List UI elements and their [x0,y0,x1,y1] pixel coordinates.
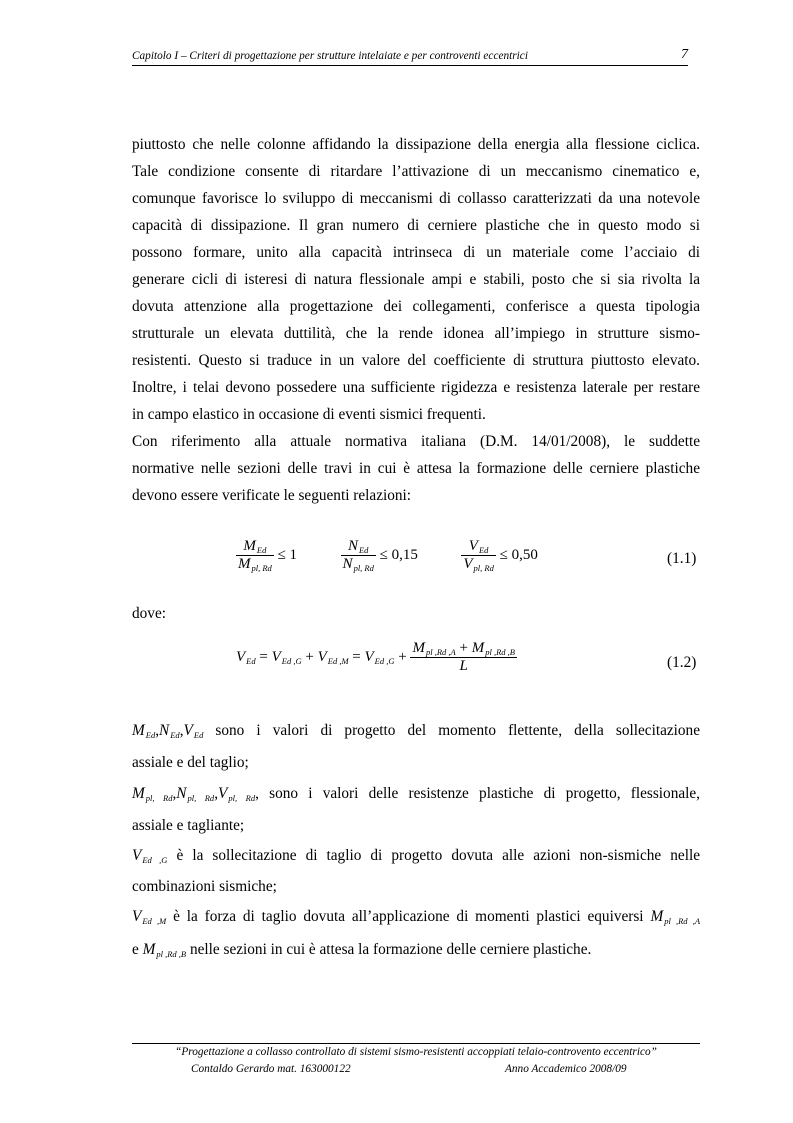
definition-4: $V_{Ed ,M}$ è la forza di taglio dovuta all’applicazione di momenti plastici equiversi $M_{pl ,Rd ,A}$ [132,908,701,926]
relation-1: ≤ 1 [277,546,298,563]
page-header [132,47,688,68]
text-line: generare cicli di isteresi di natura flessionale ampi e stabili, posto che si sia rivolta la [132,271,700,288]
definition-2-cont: assiale e tagliante; [132,817,245,834]
definition-2: $M_{pl, Rd},N_{pl, Rd},V_{pl, Rd}$, sono i valori delle resistenze plastiche di progetto, flessionale, [132,785,701,803]
text-line: strutturale un elevata duttilità, che la rende idonea all’impiego in strutture sismo- [132,325,700,342]
text-line: piuttosto che nelle colonne affidando la dissipazione della energia alla flessione ciclica. [132,136,700,153]
text-line: resistenti. Questo si traduce in un valore del coefficiente di struttura piuttosto elevato. [132,352,700,369]
equation-number-1-2: (1.2) [667,654,697,671]
text-line: Con riferimento alla attuale normativa italiana (D.M. 14/01/2008), le suddette [132,433,700,450]
author-info: Contaldo Gerardo mat. 163000122 [191,1063,351,1075]
thesis-title: “Progettazione a collasso controllato di sistemi sismo-resistenti accoppiati telaio-controvento eccentrico” [175,1046,657,1058]
footer-rule [132,1043,700,1044]
fraction-axial: $\frac{N_{Ed}}{N_{pl, Rd}}$ [342,538,374,573]
header-rule [132,65,688,66]
definition-4-cont: e $M_{pl ,Rd ,B}$ nelle sezioni in cui è attesa la formazione delle cerniere plastiche. [132,941,592,959]
text-line: normative nelle sezioni delle travi in cui è attesa la formazione delle cerniere plastiche [132,460,700,477]
text-line: dovuta attenzione alla progettazione dei collegamenti, conferisce a questa tipologia [132,298,700,315]
relation-3: ≤ 0,50 [499,546,538,563]
definition-3: $V_{Ed ,G}$ è la sollecitazione di taglio di progetto dovuta alle azioni non-sismiche nelle [132,847,700,865]
relation-2: ≤ 0,15 [379,546,418,563]
fraction-moments-over-length: $\frac{M_{pl ,Rd ,A} + M_{pl ,Rd ,B}}{L}$ [412,640,515,674]
chapter-title: Capitolo I – Criteri di progettazione per strutture intelaiate e per controventi eccentrici [132,50,528,62]
academic-year: Anno Accademico 2008/09 [505,1063,627,1075]
definition-1: $M_{Ed},N_{Ed},V_{Ed}$ sono i valori di progetto del momento flettente, della sollecitazione [132,722,700,740]
fraction-moment: $\frac{M_{Ed}}{M_{pl, Rd}}$ [238,538,272,573]
text-line: comunque favorisce lo sviluppo di meccanismi di collasso caratterizzati da una notevole [132,190,700,207]
equation-1-1 [236,538,538,573]
definition-3-cont: combinazioni sismiche; [132,878,277,895]
page-number: 7 [681,47,688,62]
equation-number-1-1: (1.1) [667,550,697,567]
equation-1-2: $V_{Ed} = V_{Ed ,G} + V_{Ed ,M} = V_{Ed ,G}$ + $\frac{M_{pl ,Rd ,A} + M_{pl ,Rd ,B}}{L}$ [236,640,515,674]
fraction-shear: $\frac{V_{Ed}}{V_{pl, Rd}}$ [463,538,494,573]
text-line: possono formare, unito alla capacità intrinseca di un materiale come l’acciaio di [132,244,700,261]
text-line: Tale condizione consente di ritardare l’attivazione di un meccanismo cinematico e, [132,163,700,180]
text-line: Inoltre, i telai devono possedere una sufficiente rigidezza e resistenza laterale per restare [132,379,700,396]
text-line: in campo elastico in occasione di eventi sismici frequenti. [132,406,486,423]
text-line: devono essere verificate le seguenti relazioni: [132,487,412,504]
definition-1-cont: assiale e del taglio; [132,754,249,771]
text-line: capacità di dissipazione. Il gran numero di cerniere plastiche che in questo modo si [132,217,700,234]
